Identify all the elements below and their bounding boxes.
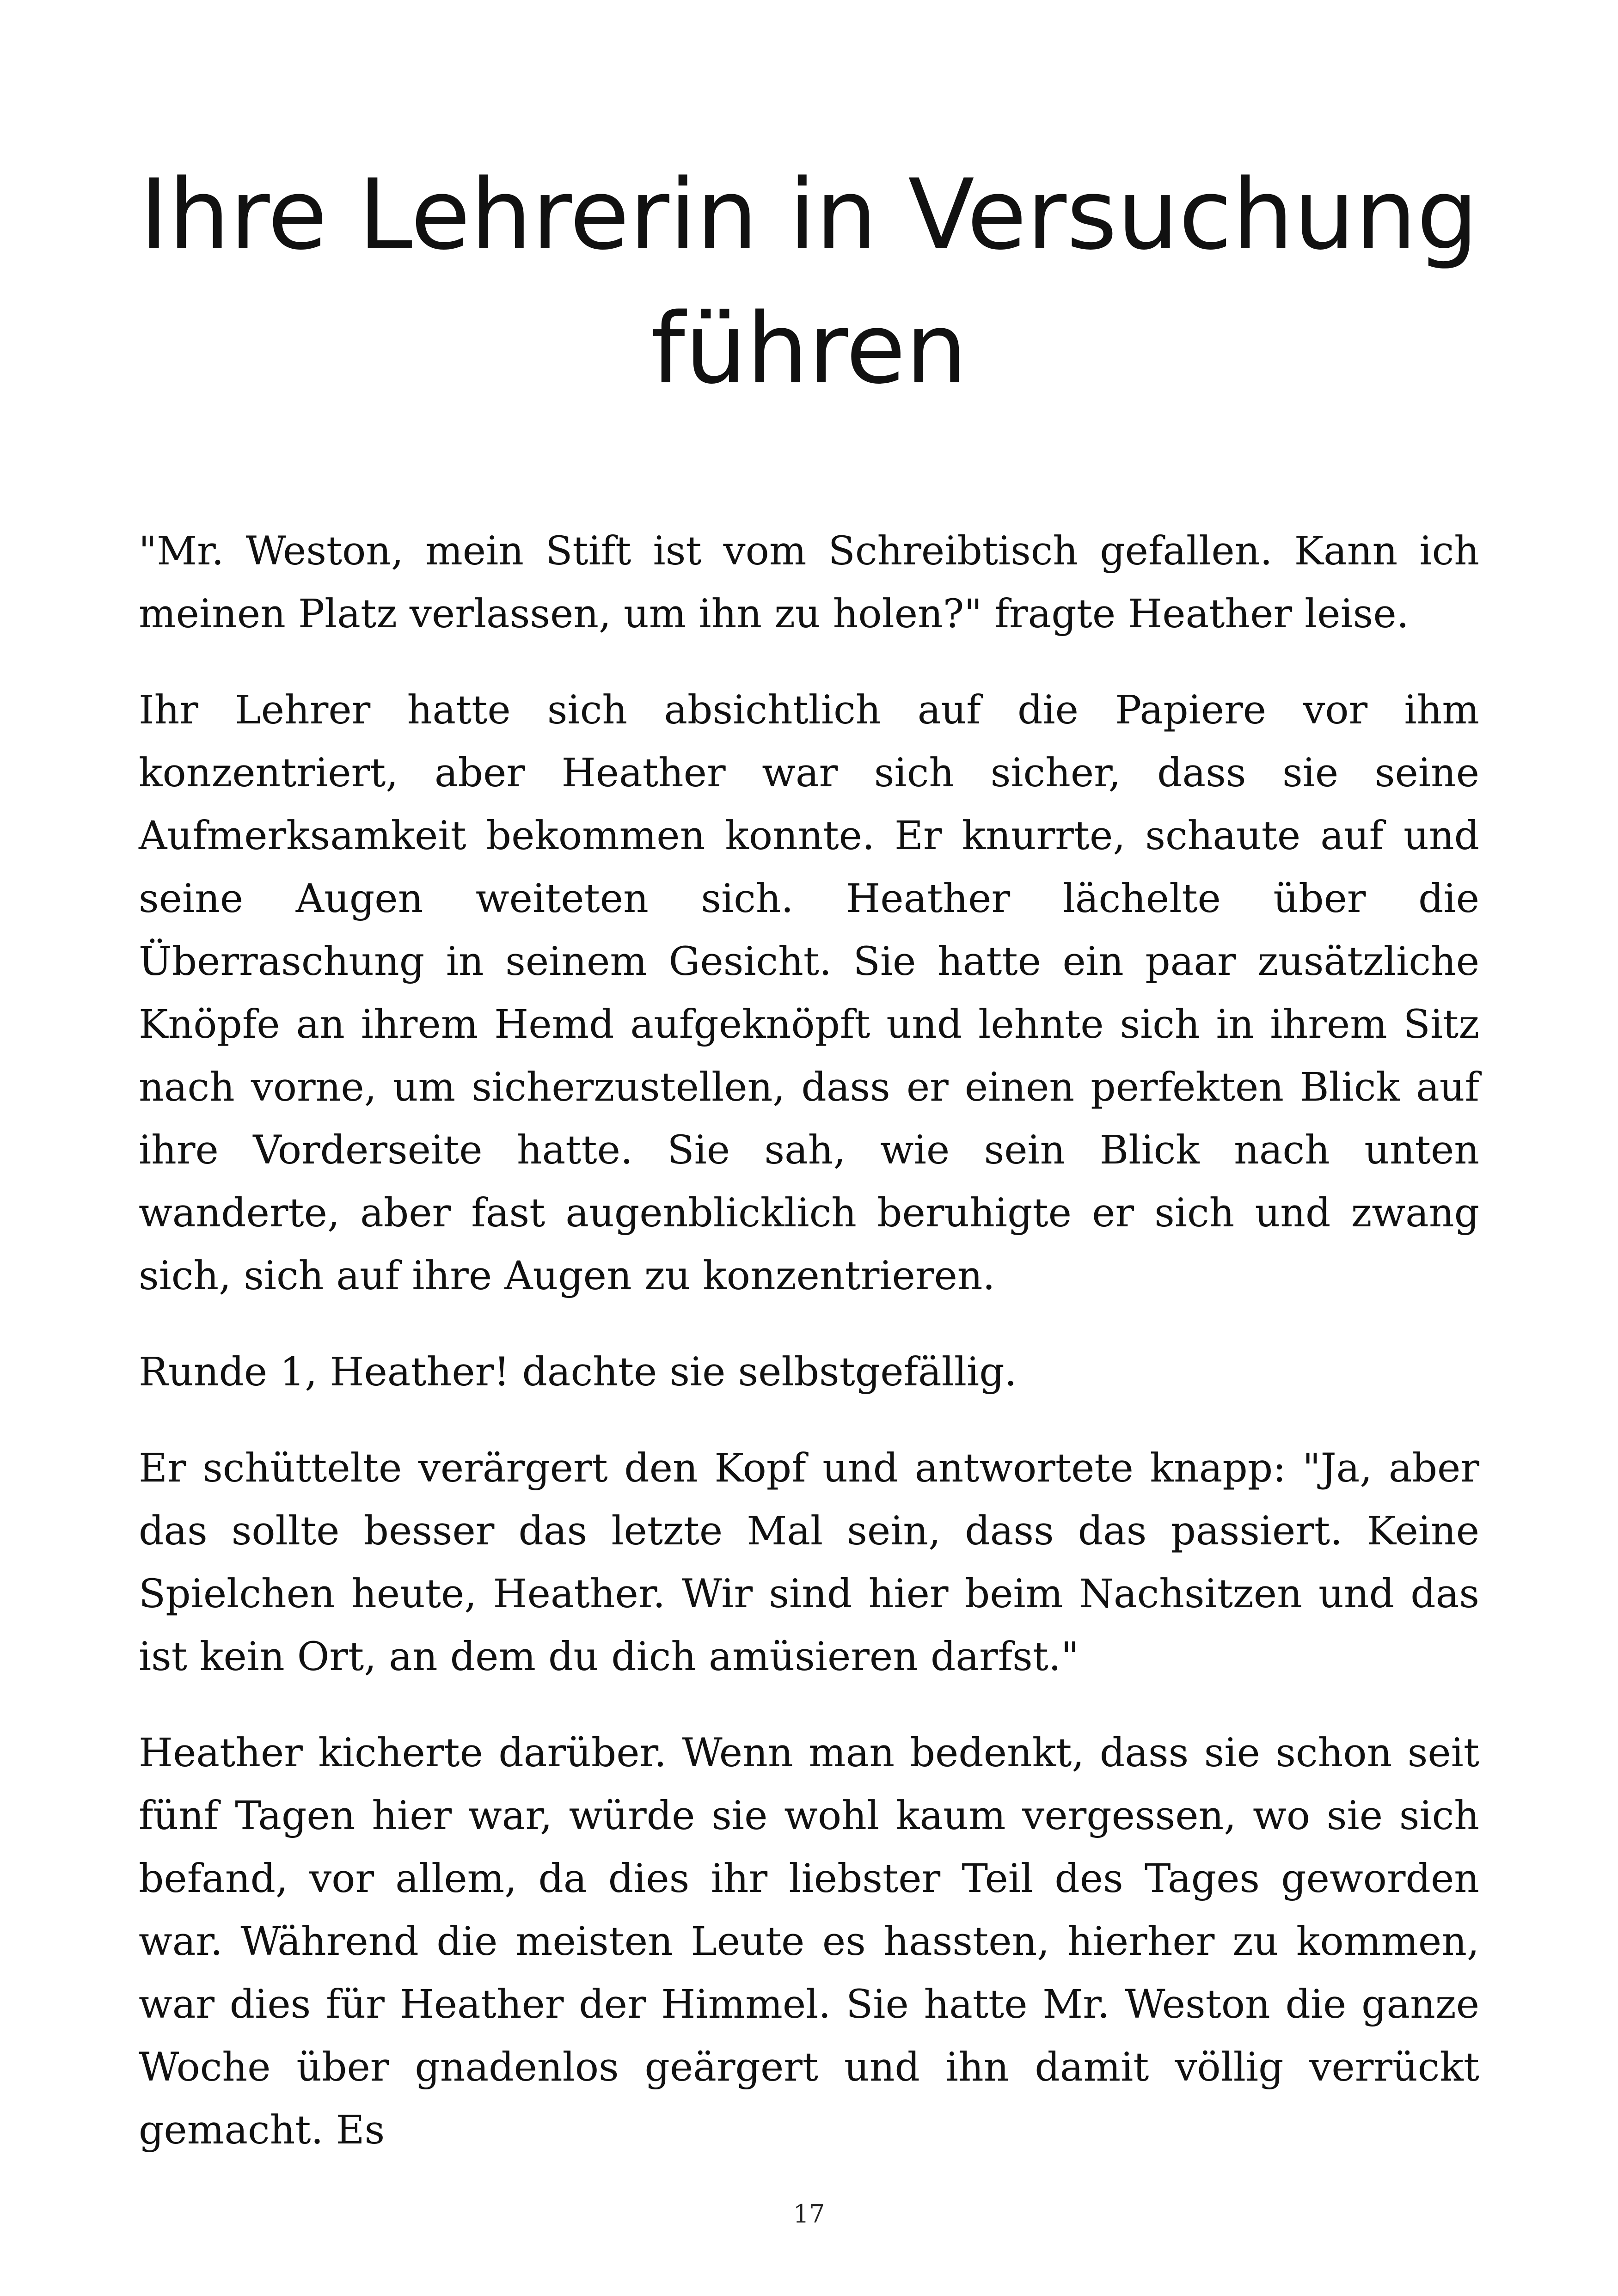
paragraph: Heather kicherte darüber. Wenn man bedenkt, dass sie schon seit fünf Tagen hier war, würde sie wohl kaum vergessen, wo sie sich befand, vor allem, da dies ihr liebster Teil des Tages geworden war. Während die meisten Leute es hassten, hierher zu kommen, war dies für Heather der Himmel. Sie hatte Mr. Weston die ganze Woche über gnadenlos geärgert und ihn damit völlig verrückt gemacht. Es: [139, 1730, 1479, 2153]
paragraph: Runde 1, Heather! dachte sie selbstgefällig.: [139, 1349, 1017, 1395]
body-text: [139, 520, 1479, 2195]
paragraph: "Mr. Weston, mein Stift ist vom Schreibtisch gefallen. Kann ich meinen Platz verlassen, um ihn zu holen?" fragte Heather leise.: [139, 528, 1479, 637]
page-number: 17: [793, 2199, 825, 2229]
chapter-title: Ihre Lehrerin in Versuchung führen: [140, 158, 1478, 405]
paragraph: Er schüttelte verärgert den Kopf und antwortete knapp: "Ja, aber das sollte besser das letzte Mal sein, dass das passiert. Keine Spielchen heute, Heather. Wir sind hier beim Nachsitzen und das ist kein Ort, an dem du dich amüsieren darfst.": [139, 1445, 1479, 1680]
paragraph: Ihr Lehrer hatte sich absichtlich auf die Papiere vor ihm konzentriert, aber Heather war sich sicher, dass sie seine Aufmerksamkeit bekommen konnte. Er knurrte, schaute auf und seine Augen weiteten sich. Heather lächelte über die Überraschung in seinem Gesicht. Sie hatte ein paar zusätzliche Knöpfe an ihrem Hemd aufgeknöpft und lehnte sich in ihrem Sitz nach vorne, um sicherzustellen, dass er einen perfekten Blick auf ihre Vorderseite hatte. Sie sah, wie sein Blick nach unten wanderte, aber fast augenblicklich beruhigte er sich und zwang sich, sich auf ihre Augen zu konzentrieren.: [139, 687, 1479, 1299]
